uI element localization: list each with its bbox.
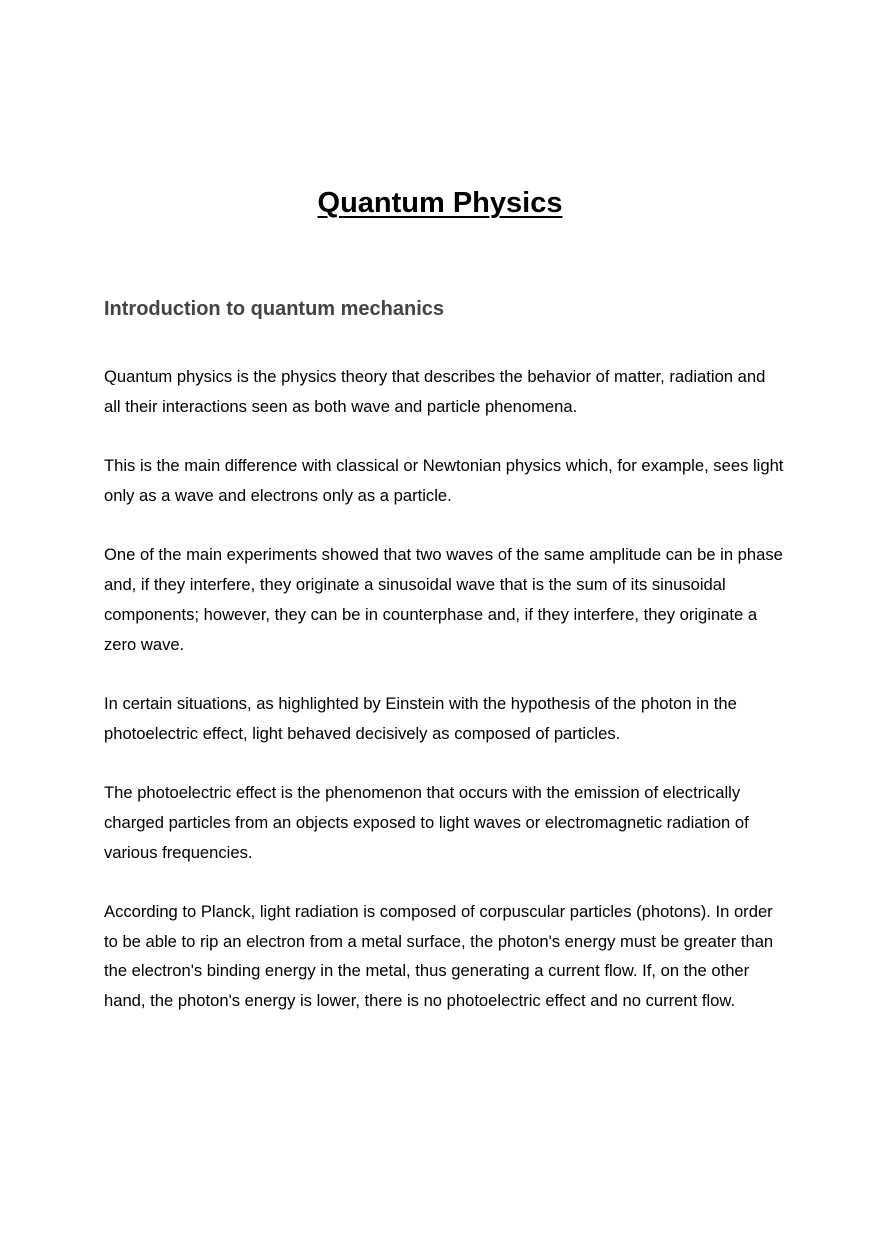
paragraph: The photoelectric effect is the phenomenon that occurs with the emission of electrically charged particles from an objects exposed to light waves or electromagnetic radiation of various frequencies. (104, 782, 749, 862)
paragraph: One of the main experiments showed that two waves of the same amplitude can be in phase and, if they interfere, they originate a sinusoidal wave that is the sum of its sinusoidal components; however, they can be in counterphase and, if they interfere, they originate a zero wave. (104, 545, 783, 654)
paragraph: Quantum physics is the physics theory that describes the behavior of matter, radiation and all their interactions seen as both wave and particle phenomena. (104, 367, 766, 416)
paragraph: This is the main difference with classical or Newtonian physics which, for example, sees light only as a wave and electrons only as a particle. (104, 456, 784, 505)
document-title: Quantum Physics (317, 187, 563, 219)
paragraph: In certain situations, as highlighted by Einstein with the hypothesis of the photon in the photoelectric effect, light behaved decisively as composed of particles. (104, 693, 737, 743)
body-text (104, 362, 784, 1046)
paragraph: According to Planck, light radiation is composed of corpuscular particles (photons). In order to be able to rip an electron from a metal surface, the photon's energy must be greater than the electron's binding energy in the metal, thus generating a current flow. If, on the other hand, the photon's energy is lower, there is no photoelectric effect and no current flow. (104, 901, 774, 1011)
section-heading: Introduction to quantum mechanics (104, 298, 445, 320)
